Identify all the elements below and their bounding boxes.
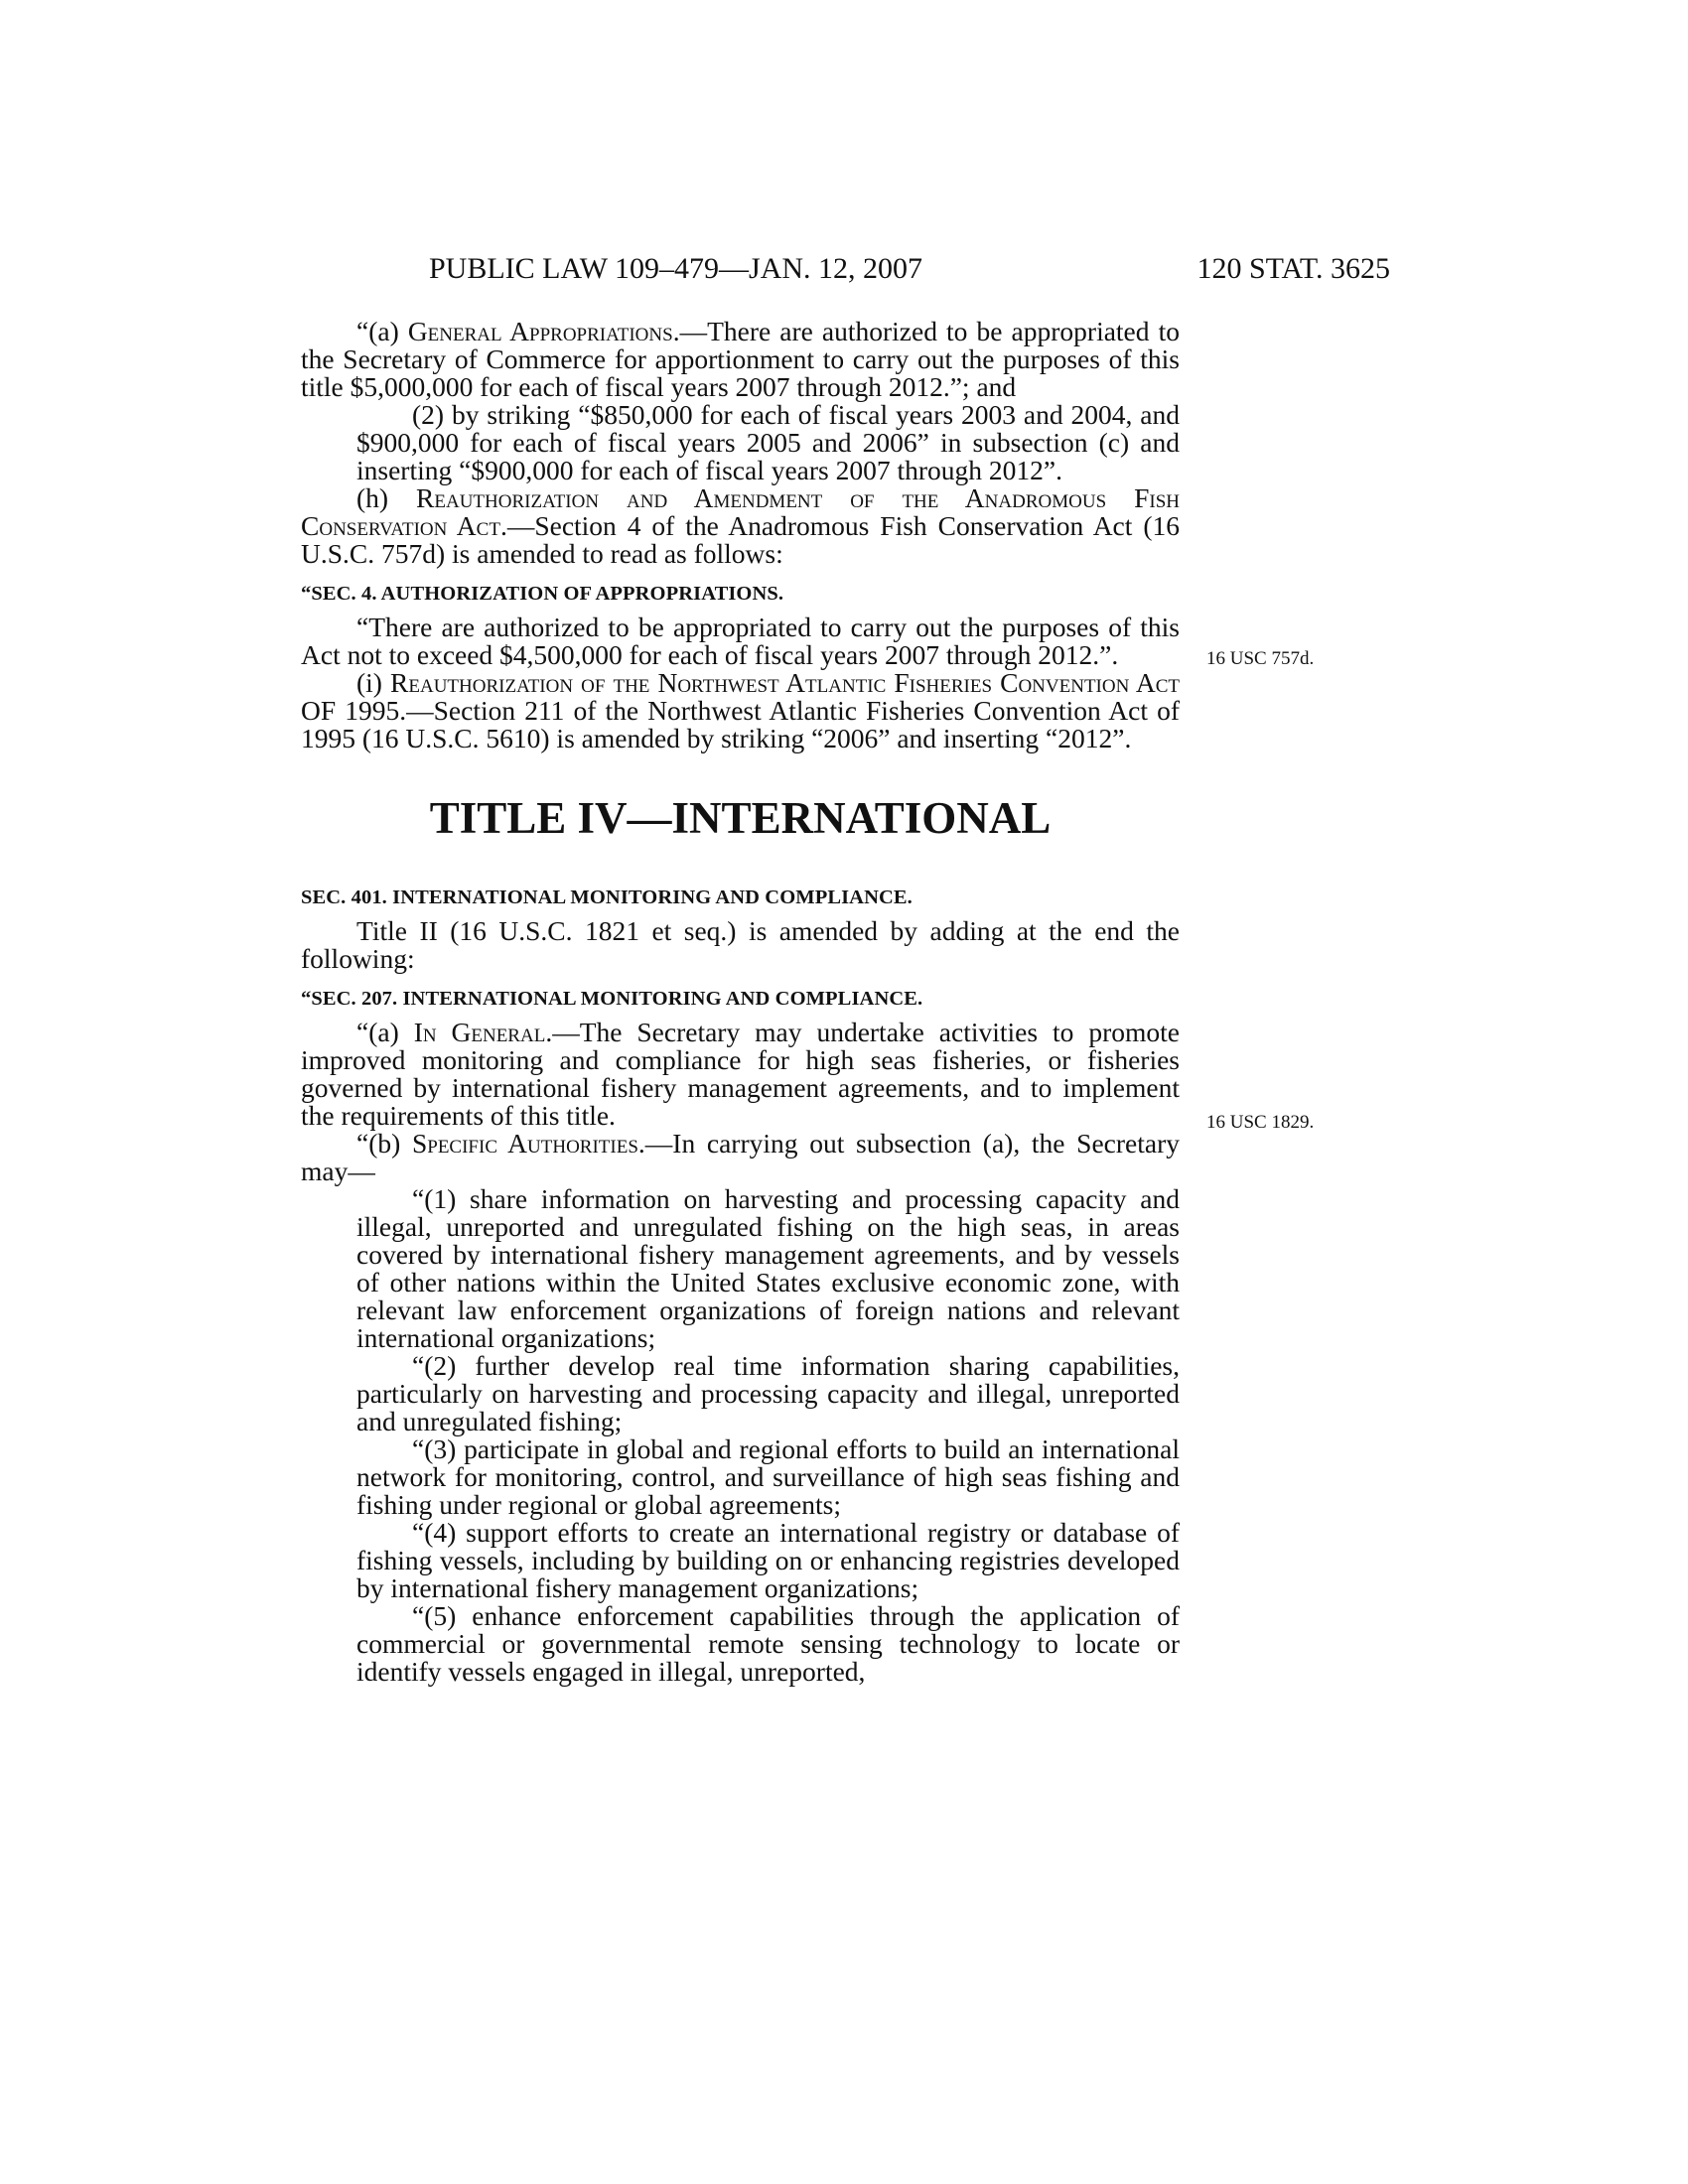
page-header: [429, 252, 1390, 292]
margin-note-757d: 16 USC 757d.: [1206, 648, 1315, 669]
paragraph-2-striking: (2) by striking “$850,000 for each of fiscal years 2003 and 2004, and $900,000 for each of fiscal years 2005 and 2006” in subsection (c) and inserting “$900,000 for each of fiscal years 2007 through 2012”.: [356, 399, 1180, 485]
sec207-a-in-general: “(a) In General.—The Secretary may undertake activities to promote improved monitoring and compliance for high seas fisheries, or fisheries governed by international fishery management agreements, and to implement the requirements of this title.: [301, 1017, 1181, 1131]
list-item: “(3) participate in global and regional efforts to build an international network for monitoring, control, and surveillance of high seas fishing and fishing under regional or global agreements;: [356, 1433, 1180, 1520]
sec207-heading: “SEC. 207. INTERNATIONAL MONITORING AND COMPLIANCE.: [301, 988, 923, 1010]
margin-note-1829: 16 USC 1829.: [1206, 1112, 1315, 1133]
public-law-title: PUBLIC LAW 109–479—JAN. 12, 2007: [429, 252, 923, 285]
document-body: [301, 318, 1180, 1686]
sec4-heading: “SEC. 4. AUTHORIZATION OF APPROPRIATIONS.: [301, 583, 784, 605]
stat-page-number: 120 STAT. 3625: [1196, 252, 1390, 285]
indented-block: [301, 401, 1180, 484]
list-item: “(5) enhance enforcement capabilities through the application of commercial or governmental remote sensing technology to locate or identify vessels engaged in illegal, unreported,: [356, 1600, 1180, 1687]
paragraph-i-northwest-atlantic: (i) Reauthorization of the Northwest Atlantic Fisheries Convention Act OF 1995.—Section 211 of the Northwest Atlantic Fisheries Convention Act of 1995 (16 U.S.C. 5610) is amended by striking “2006” and inserting “2012”.: [301, 667, 1181, 753]
paragraph-general-appropriations: “(a) General Appropriations.—There are authorized to be appropriated to the Secretary of Commerce for apportionment to carry out the purposes of this title $5,000,000 for each of fiscal years 2007 through 2012.”; and: [301, 316, 1180, 402]
sec4-text: “There are authorized to be appropriated to carry out the purposes of this Act not to exceed $4,500,000 for each of fiscal years 2007 through 2012.”.: [301, 612, 1180, 670]
paragraph-h-anadromous: (h) Reauthorization and Amendment of the Anadromous Fish Conservation Act.—Section 4 of the Anadromous Fish Conservation Act (16 U.S.C. 757d) is amended to read as follows:: [301, 482, 1180, 569]
sec401-text: Title II (16 U.S.C. 1821 et seq.) is amended by adding at the end the following:: [301, 915, 1180, 974]
sec401-heading: SEC. 401. INTERNATIONAL MONITORING AND COMPLIANCE.: [301, 887, 913, 908]
authorities-list: [301, 1185, 1180, 1686]
list-item: “(1) share information on harvesting and processing capacity and illegal, unreported and unregulated fishing on the high seas, in areas covered by international fishery management agreements, and by vessels of other nations within the United States exclusive economic zone, with relevant law enforcement organizations of foreign nations and relevant international organizations;: [356, 1183, 1180, 1353]
list-item: “(2) further develop real time information sharing capabilities, particularly on harvesting and processing capacity and illegal, unreported and unregulated fishing;: [356, 1350, 1180, 1436]
sec207-b-specific-authorities: “(b) Specific Authorities.—In carrying out subsection (a), the Secretary may—: [301, 1128, 1180, 1186]
list-item: “(4) support efforts to create an international registry or database of fishing vessels, including by building on or enhancing registries developed by international fishery management organizations;: [356, 1517, 1180, 1603]
title-iv-heading: TITLE IV—INTERNATIONAL: [429, 793, 1052, 843]
